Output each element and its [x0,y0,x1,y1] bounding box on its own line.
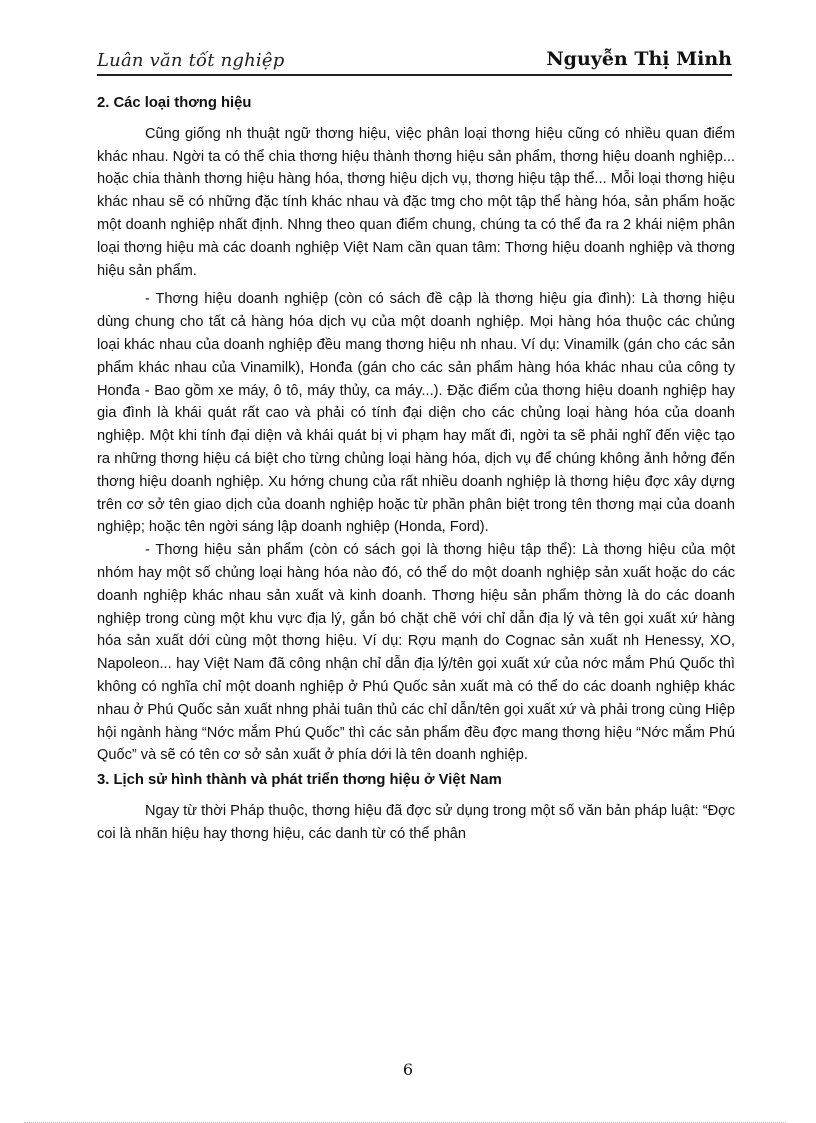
page-number: 6 [402,1060,414,1079]
page-header [97,44,732,76]
paragraph-corporate-brand: - Thơng hiệu doanh nghiệp (còn có sách đề cập là thơng hiệu gia đình): Là thơng hiệu dùng chung cho tất cả hàng hóa dịch vụ của một doanh nghiệp. Mọi hàng hóa thuộc các chủng loại khác nhau của doanh nghiệp đều mang thơng hiệu nh nhau. Ví dụ: Vinamilk (gán cho các sản phẩm khác nhau của Vinamilk), Honđa (gán cho các sản phẩm hàng hóa khác nhau của công ty Honđa - Bao gồm xe máy, ô tô, máy thủy, ca máy...). Đặc điểm của thơng hiệu doanh nghiệp hay gia đình là khái quát rất cao và phải có tính đại diện cho các chủng loại hàng hóa của doanh nghiệp. Một khi tính đại diện và khái quát bị vi phạm hay mất đi, ngời ta sẽ phải nghĩ đến việc tạo ra những thơng hiệu cá biệt cho từng chủng loại hàng hóa, dịch vụ để chúng không ảnh hởng đến thơng hiệu doanh nghiệp. Xu hớng chung của rất nhiều doanh nghiệp là thơng hiệu đợc xây dựng trên cơ sở tên giao dịch của doanh nghiệp hoặc từ phần phân biệt trong tên thơng mại của doanh nghiệp; hoặc tên ngời sáng lập doanh nghiệp (Honda, Ford). [97,291,735,536]
paragraph-history: Ngay từ thời Pháp thuộc, thơng hiệu đã đợc sử dụng trong một số văn bản pháp luật: “Đợc coi là nhãn hiệu hay thơng hiệu, các danh từ có thể phân [97,802,735,842]
header-author-name: Nguyễn Thị Minh [546,48,732,70]
paragraph-brand-classification: Cũng giống nh thuật ngữ thơng hiệu, việc phân loại thơng hiệu cũng có nhiều quan điểm khác nhau. Ngời ta có thể chia thơng hiệu thành thơng hiệu sản phẩm, thơng hiệu doanh nghiệp... hoặc chia thành thơng hiệu hàng hóa, thơng hiệu dịch vụ, thơng hiệu tập thể... Mỗi loại thơng hiệu khác nhau sẽ có những đặc tính khác nhau và đặc tmg cho một tập thể hàng hóa, sản phẩm hoặc một doanh nghiệp nhất định. Nhng theo quan điểm chung, chúng ta có thể đa ra 2 khái niệm phân loại thơng hiệu mà các doanh nghiệp Việt Nam cần quan tâm: Thơng hiệu doanh nghiệp và thơng hiệu sản phẩm. [97,125,735,279]
header-thesis-label: Luân văn tốt nghiệp [97,50,285,71]
section-2-heading: 2. Các loại thơng hiệu [97,95,252,111]
document-body [97,92,735,852]
paragraph-product-brand: - Thơng hiệu sản phẩm (còn có sách gọi là thơng hiệu tập thể): Là thơng hiệu của một nhóm hay một số chủng loại hàng hóa nào đó, có thể do một doanh nghiệp sản xuất hoặc do các doanh nghiệp khác nhau sản xuất và kinh doanh. Thơng hiệu sản phẩm thờng là do các doanh nghiệp trong cùng một khu vực địa lý, gắn bó chặt chẽ với chỉ dẫn địa lý và tên gọi xuất xứ hàng hóa sản xuất dới cùng một thơng hiệu. Ví dụ: Rợu mạnh do Cognac sản xuất nh Henessy, XO, Napoleon... hay Việt Nam đã công nhận chỉ dẫn địa lý/tên gọi xuất xứ của nớc mắm Phú Quốc thì không có nghĩa chỉ một doanh nghiệp ở Phú Quốc sản xuất mà có thể do các doanh nghiệp khác nhau ở Phú Quốc sản xuất nhng phải tuân thủ các chỉ dẫn/tên gọi xuất xứ và phải trong cùng Hiệp hội ngành hàng “Nớc mắm Phú Quốc” thì các sản phẩm đều đợc mang thơng hiệu “Nớc mắm Phú Quốc” và sẽ có tên cơ sở sản xuất ở phía dới là tên doanh nghiệp. [97,542,735,764]
section-3-heading: 3. Lịch sử hình thành và phát triển thơng hiệu ở Việt Nam [97,772,502,789]
